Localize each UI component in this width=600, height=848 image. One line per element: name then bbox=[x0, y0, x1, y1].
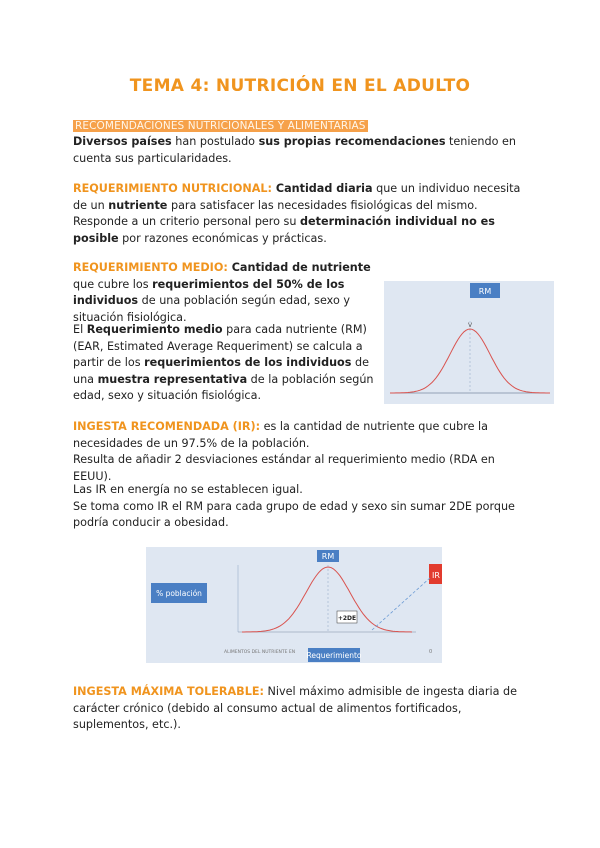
figure-background bbox=[146, 547, 442, 663]
section-heading-recomendaciones bbox=[73, 118, 368, 135]
figure-background bbox=[384, 281, 554, 404]
paragraph-requerimiento-medio bbox=[73, 260, 375, 326]
text: que un individuo necesita de un bbox=[73, 182, 521, 212]
text: Responde a un criterio personal pero su bbox=[73, 215, 301, 228]
text: para satisfacer las necesidades fisiológicas del mismo. bbox=[167, 198, 478, 212]
bold-text: Cantidad de nutriente bbox=[227, 261, 371, 274]
rm-label: RM bbox=[478, 287, 492, 296]
highlighted-heading: RECOMENDACIONES NUTRICIONALES Y ALIMENTARIAS bbox=[75, 120, 366, 132]
page-title: TEMA 4: NUTRICIÓN EN EL ADULTO bbox=[129, 76, 471, 96]
figure-footer-text: ALIMENTOS DEL NUTRIENTE EN bbox=[224, 650, 296, 655]
bold-text: requerimientos del 50% de los individuos bbox=[73, 277, 345, 307]
bold-text: Diversos países bbox=[73, 135, 172, 148]
bold-text: Cantidad diaria bbox=[271, 182, 373, 195]
paragraph-ir-energia bbox=[73, 482, 528, 532]
figure-rm-normal-curve bbox=[384, 281, 554, 404]
figure-ir-normal-curve bbox=[146, 547, 442, 663]
text: que cubre los bbox=[73, 277, 153, 291]
text: de la población según edad, sexo y situación fisiológica. bbox=[73, 372, 374, 402]
text: de una población según edad, sexo y situación fisiológica. bbox=[73, 294, 350, 324]
text: El bbox=[73, 323, 87, 336]
paragraph-requerimiento-nutricional bbox=[73, 181, 528, 247]
x-axis-label: Requerimiento bbox=[306, 651, 362, 660]
bold-text: nutriente bbox=[108, 198, 168, 212]
rm-label: RM bbox=[321, 552, 335, 561]
peak-label: V bbox=[468, 322, 473, 329]
term-label: REQUERIMIENTO NUTRICIONAL: bbox=[73, 182, 272, 195]
text: por razones económicas y prácticas. bbox=[118, 231, 327, 245]
bold-text: muestra representativa bbox=[97, 372, 248, 386]
term-label: REQUERIMIENTO MEDIO: bbox=[73, 261, 228, 274]
y-axis-label: % población bbox=[156, 589, 202, 598]
text: Se toma como IR el RM para cada grupo de edad y sexo sin sumar 2DE porque podría conducir a obesidad. bbox=[73, 499, 515, 529]
bold-text: requerimientos de los individuos bbox=[144, 356, 352, 369]
bold-text: Requerimiento medio bbox=[86, 323, 223, 336]
paragraph-rm-definition bbox=[73, 322, 375, 405]
ir-label: IR bbox=[432, 571, 440, 580]
corner-number: 0 bbox=[429, 649, 433, 655]
text: de una bbox=[73, 356, 369, 386]
text: Nivel máximo admisible de ingesta diaria de carácter crónico (debido al consumo actual de alimentos fortificados, suplementos, etc.). bbox=[73, 685, 518, 731]
text: han postulado bbox=[171, 135, 259, 148]
bold-text: sus propias recomendaciones bbox=[258, 135, 446, 148]
paragraph-ingesta-recomendada bbox=[73, 419, 528, 485]
text: teniendo en cuenta sus particularidades. bbox=[73, 135, 516, 165]
term-label: INGESTA MÁXIMA TOLERABLE: bbox=[73, 685, 264, 698]
paragraph-recomendaciones bbox=[73, 134, 528, 167]
paragraph-ingesta-maxima bbox=[73, 684, 528, 734]
term-label: INGESTA RECOMENDADA (IR): bbox=[73, 420, 261, 433]
text: Resulta de añadir 2 desviaciones estándar al requerimiento medio (RDA en EEUU). bbox=[73, 453, 495, 483]
text: es la cantidad de nutriente que cubre la necesidades de un 97.5% de la población. bbox=[73, 420, 489, 450]
plus-2de-label: +2DE bbox=[337, 615, 357, 622]
text: para cada nutriente (RM) (EAR, Estimated Average Requeriment) se calcula a partir de los bbox=[73, 323, 367, 369]
text: Las IR en energía no se establecen igual. bbox=[73, 483, 303, 496]
bold-text: determinación individual no es posible bbox=[73, 215, 495, 245]
